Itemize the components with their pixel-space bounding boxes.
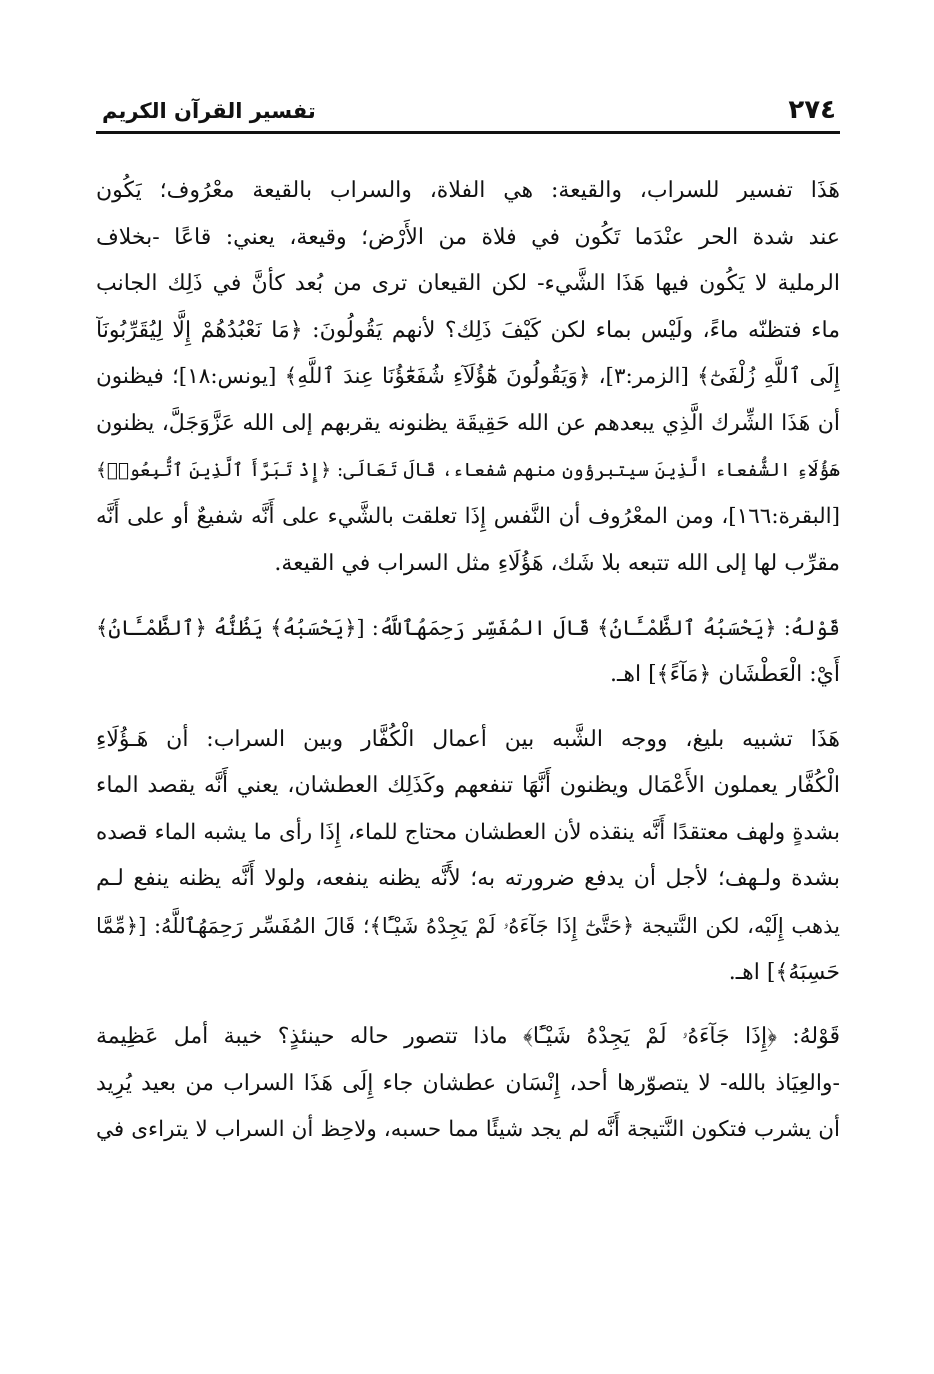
page-header: [96, 92, 840, 132]
text-line: حَسِبَهُ﴾] اهـ.: [728, 959, 840, 985]
text-line: -والعِيَاذ بالله- لا يتصوّرها أحد، إِنْسَان عطشان جاء إِلَى هَذَا السراب من بعيد يُرِيد: [96, 1070, 840, 1096]
paragraph-3: [96, 717, 840, 997]
text-line: الْكُفَّار يعملون الأَعْمَال ويظنون أَنَّهَا تنفعهم وكَذَلِك العطشان، يعني أَنَّه يقصد الماء: [96, 773, 840, 799]
text-line: هَؤُلَاءِ الشُّفعاء الَّذِينَ سيتبرؤون منهم شفعاء، قَالَ تَعَالَى: ﴿إِذْ تَبَرَّأَ ٱلَّذِينَ ٱتُّبِعُوا۟﴾: [96, 459, 840, 481]
text-line: بشدة ولـهف؛ لأجل أن يدفع ضرورته به؛ لأَنَّه يظنه ينفعه، ولولا أَنَّه يظنه ينفع لـم: [96, 866, 840, 892]
text-line: ماء فتظنّه ماءً، ولَيْس بماء لكن كَيْفَ ذَلِك؟ لأنهم يَقُولُونَ: ﴿مَا نَعْبُدُهُمْ إِلَّا لِيُقَرِّبُونَآ: [96, 317, 840, 343]
paragraph-gap: [96, 587, 840, 605]
text-line: قَوْلهُ: ﴿يَحْسَبُهُ ٱلظَّمْـَٔانُ﴾ قَالَ المُفَسِّر رَحِمَهُٱللَّهُ: [﴿يَحْسَبُهُ﴾ يَظُنُّهُ ﴿ٱلظَّمْـَٔانُ﴾: [96, 616, 840, 641]
text-line: عند شدة الحر عنْدَما تَكُون في فلاة من الأَرْض؛ وقيعة، يعني: قاعًا -بخلاف: [96, 224, 840, 250]
text-line: بشدةٍ ولهف معتقدًا أَنَّه ينقذه لأن العطشان محتاج للماء، إِذَا رأى ما يشبه الماء قصده: [96, 819, 840, 845]
text-line: هَذَا تشبيه بليغ، ووجه الشَّبه بين أعمال الْكُفَّار وبين السراب: أن هَـؤُلَاءِ: [96, 726, 840, 752]
running-title: تفسير القرآن الكريم: [102, 99, 316, 123]
text-line: أَيْ: الْعَطْشَان ﴿مَآءً﴾] اهـ.: [609, 661, 840, 687]
text-line: هَذَا تفسير للسراب، والقيعة: هي الفلاة، والسراب بالقيعة معْرُوف؛ يَكُون: [96, 178, 840, 203]
paragraph-gap: [96, 996, 840, 1014]
page-number: ٢٧٤: [788, 95, 836, 125]
text-line: إِلَى ٱللَّهِ زُلْفَىٰٓ﴾ [الزمر:٣]، ﴿وَيَقُولُونَ هَٰٓؤُلَآءِ شُفَعَٰٓؤُنَا عِندَ ٱللَّهِ﴾ [يونس:١٨]؛ فيظنون: [96, 364, 840, 390]
body-text: [96, 168, 840, 1154]
text-line: أن هَذَا الشِّرك الَّذِي يبعدهم عن الله حَقِيقَة يظنونه يقربهم إلى الله عَزَّوَجَلَّ، يظنون: [96, 410, 840, 436]
paragraph-gap: [96, 699, 840, 717]
text-line: [البقرة:١٦٦]، ومن المعْرُوف أن النَّفس إِذَا تعلقت بالشَّيء على أَنَّه شفيعٌ أو على أَنَّه: [96, 504, 840, 530]
paragraph-1: [96, 168, 840, 587]
paragraph-4: [96, 1014, 840, 1154]
header-divider: [96, 131, 840, 134]
paragraph-2: [96, 605, 840, 698]
text-line: يذهب إِلَيْه، لكن النَّتيجة ﴿حَتَّىٰٓ إِذَا جَآءَهُۥ لَمْ يَجِدْهُ شَيْـًٔا﴾؛ قَالَ المُفَسِّر رَحِمَهُٱللَّهُ: [﴿مِّمَّا: [96, 913, 840, 938]
text-line: مقرِّب لها إلى الله تتبعه بلا شَك، هَؤُلَاءِ مثل السراب في القيعة.: [274, 550, 840, 576]
text-line: أن يشرب فتكون النَّتيجة أَنَّه لم يجد شيئًا مما حسبه، ولاحِظ أن السراب لا يتراءى في: [96, 1117, 840, 1143]
text-line: قَوْلهُ: ﴿إِذَا جَآءَهُۥ لَمْ يَجِدْهُ شَيْـًٔا﴾ ماذا تتصور حاله حينئذٍ؟ خيبة أمل عَظِيمة: [96, 1024, 840, 1050]
text-line: الرملية لا يَكُون فيها هَذَا الشَّيء- لكن القيعان ترى من بُعد كأنَّ في ذَلِك الجانب: [96, 271, 840, 297]
